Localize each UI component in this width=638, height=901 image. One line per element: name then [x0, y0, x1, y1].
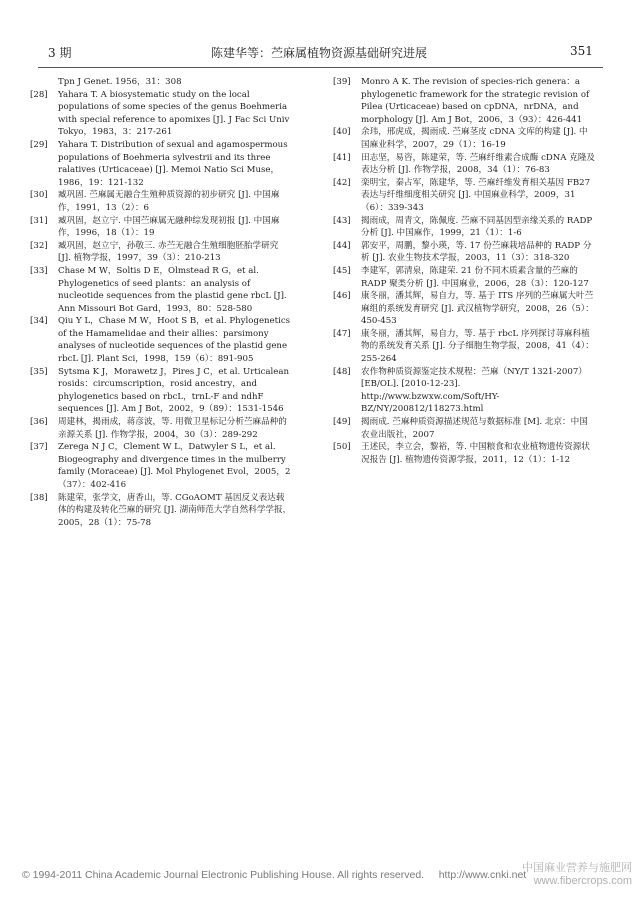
reference-item [333, 126, 595, 151]
reference-item [30, 215, 292, 240]
watermark [512, 862, 632, 888]
reference-text: Monro A K. The revision of species-rich genera：a phylogenetic framework for the strategic revision of Pilea (Urticaceae) based on cpDNA，nrDNA，and morphology [J]. Am J Bot，2006，3（93）：426-441 [361, 77, 590, 125]
reference-text: 田志坚，易咨，陈建荣，等. 苎麻纤维素合成酶 cDNA 克隆及表达分析 [J]. 作物学报，2008，34（1）：76-83 [361, 152, 596, 176]
reference-number: [50] [333, 442, 351, 453]
reference-number: [39] [333, 77, 351, 87]
reference-text: Yahara T. Distribution of sexual and agamospermous populations of Boehmeria sylvestrii and its three ralatives (Urticaceae) [J]. Memoi Natio Sci Muse，1986，19：121-132 [58, 139, 288, 188]
reference-item [30, 76, 292, 89]
reference-text: Chase M W，Soltis D E，Olmstead R G，et al. Phylogenetics of seed plants：an analysis of nucleotide sequences from the plastid gene rbcL [J]. Ann Missouri Bot Gard，1993，80：528-580 [58, 265, 287, 314]
reference-number: [37] [30, 442, 48, 453]
reference-number: [40] [333, 127, 351, 138]
page-number: 351 [570, 44, 593, 58]
reference-number: [44] [333, 240, 351, 251]
reference-item [30, 441, 292, 491]
reference-text: 康冬丽，潘其辉，易自力，等. 基于 ITS 序列的苎麻属大叶苎麻组的系统发育研究 [J]. 武汉植物学研究，2008，26（5）：450-453 [361, 291, 594, 327]
reference-text: Tpn J Genet. 1956，31：308 [58, 77, 182, 87]
reference-number: [31] [30, 215, 48, 226]
reference-text: 李建军，郭清泉，陈建荣. 21 份不同木质素含量的苎麻的 RADP 聚类分析 [J]. 中国麻业，2006，28（3）：120-127 [361, 265, 589, 289]
reference-text: 郭安平，周鹏，黎小瑛，等. 17 份苎麻栽培品种的 RADP 分析 [J]. 农业生物技术学报，2003，11（3）：318-320 [361, 240, 592, 264]
references-right-column [333, 76, 595, 466]
reference-text: 农作物种质资源鉴定技术规程：苎麻（NY/T 1321-2007）[EB/OL]. [2010-12-23]. http://www.bzwxw.com/Soft/HY-BZ/NY/200812/118273.html [361, 366, 587, 415]
reference-number: [36] [30, 417, 48, 428]
reference-number: [41] [333, 152, 351, 163]
reference-item [30, 492, 292, 530]
reference-item [30, 315, 292, 365]
reference-text: Yahara T. A biosystematic study on the local populations of some species of the genus Boehmeria with special reference to apomixes [J]. J Fac Sci Univ Tokyo，1983，3：217-261 [58, 89, 290, 138]
reference-item [333, 240, 595, 265]
page-header [0, 0, 638, 80]
reference-number: [33] [30, 265, 48, 276]
reference-item [333, 152, 595, 177]
reference-text: Zerega N J C，Clement W L，Datwyler S L，et al. Biogeography and divergence times in the mulberry family (Moraceae) [J]. Mol Phylogenet Evol，2005，2（37）：402-416 [58, 442, 291, 490]
reference-number: [38] [30, 492, 48, 503]
reference-item [333, 265, 595, 290]
copyright-text: © 1994-2011 China Academic Journal Electronic Publishing House. All rights reserved. [22, 869, 425, 881]
issue-number: 3 期 [48, 46, 72, 60]
reference-number: [35] [30, 366, 48, 377]
reference-number: [45] [333, 265, 351, 276]
reference-number: [47] [333, 328, 351, 339]
reference-text: 臧巩固，赵立宁. 中国苎麻属无融种综发现初报 [J]. 中国麻作，1996，18（1）：19 [58, 215, 280, 239]
reference-text: Qiu Y L，Chase M W，Hoot S B，et al. Phylogenetics of the Hamamelidae and their allies：parsimony analyses of nucleotide sequences of the plastid gene rbcL [J]. Plant Sci，1998，159（6）：891-905 [58, 316, 291, 365]
references-left-column [30, 76, 292, 529]
reference-item [333, 328, 595, 366]
reference-item [333, 215, 595, 240]
reference-item [30, 366, 292, 416]
reference-number: [48] [333, 366, 351, 377]
reference-item [333, 366, 595, 416]
reference-text: 余玮，邢虎成，揭雨成. 苎麻茎皮 cDNA 文库的构建 [J]. 中国麻业科学，2007，29（1）：16-19 [361, 127, 588, 150]
reference-number: [30] [30, 190, 48, 201]
reference-text: 揭雨成. 苎麻种质资源描述规范与数据标准 [M]. 北京：中国农业出版社，2007 [361, 417, 588, 440]
running-title: 陈建华等：苎麻属植物资源基础研究进展 [210, 46, 427, 60]
reference-number: [49] [333, 417, 351, 428]
reference-text: 陈建荣，张学文，唐香山，等. CGoAOMT 基因反义表达载体的构建及转化苎麻的研究 [J]. 湖南师范大学自然科学学报，2005，28（1）：75-78 [58, 492, 292, 528]
reference-item [333, 441, 595, 466]
reference-item [333, 290, 595, 328]
header-rule [38, 67, 603, 68]
reference-number: [42] [333, 177, 351, 188]
reference-item [30, 89, 292, 139]
watermark-line-2: www.fibercrops.com [533, 875, 632, 887]
reference-number: [32] [30, 240, 48, 251]
reference-text: 栾明宝，秦占军，陈建华，等. 苎麻纤维发育相关基因 FB27 表达与纤维细度相关研究 [J]. 中国麻业科学，2009，31（6）：339-343 [361, 177, 591, 213]
footer-url[interactable]: http://www.cnki.net [438, 869, 527, 881]
reference-number: [29] [30, 139, 48, 150]
reference-text: 揭雨成，周青文，陈佩度. 苎麻不同基因型亲缘关系的 RADP 分析 [J]. 中国麻作，1999，21（1）：1-6 [361, 215, 593, 239]
reference-item [30, 139, 292, 189]
reference-number: [34] [30, 316, 48, 327]
reference-text: 王述民，李立会，黎裕，等. 中国粮食和农业植物遗传资源状况报告 [J]. 植物遗传资源学报，2011，12（1）：1-12 [361, 442, 590, 465]
reference-text: 臧巩固. 苎麻属无融合生殖种质资源的初步研究 [J]. 中国麻作，1991，13（2）：6 [58, 190, 280, 213]
reference-item [30, 416, 292, 441]
reference-item [30, 189, 292, 214]
watermark-line-1: 中国麻业营养与施肥网 [522, 862, 632, 874]
reference-text: 臧巩固，赵立宁，孙敬三. 赤苎无融合生殖细胞胚胎学研究 [J]. 植物学报，1997，39（3）：210-213 [58, 240, 279, 264]
reference-item [333, 416, 595, 441]
reference-text: 周建林，揭雨成，蒋彦波，等. 用微卫星标记分析苎麻品种的亲源关系 [J]. 作物学报，2004，30（3）：289-292 [58, 417, 287, 440]
reference-number: [43] [333, 215, 351, 226]
reference-item [30, 240, 292, 265]
reference-text: 康冬丽，潘其辉，易自力，等. 基于 rbcL 序列探讨荨麻科植物的系统发育关系 [J]. 分子细胞生物学报，2008，41（4）：255-264 [361, 328, 594, 365]
reference-item [333, 76, 595, 126]
reference-number: [46] [333, 291, 351, 302]
reference-item [30, 265, 292, 315]
reference-number: [28] [30, 89, 48, 100]
reference-text: Sytsma K J，Morawetz J，Pires J C，et al. Urticalean rosids：circumscription，rosid ancestry，and phylogenetics based on rbcL，trnL-F and ndhF sequences [J]. Am J Bot，2002，9（89）：1531-1546 [58, 366, 289, 415]
reference-item [333, 177, 595, 215]
